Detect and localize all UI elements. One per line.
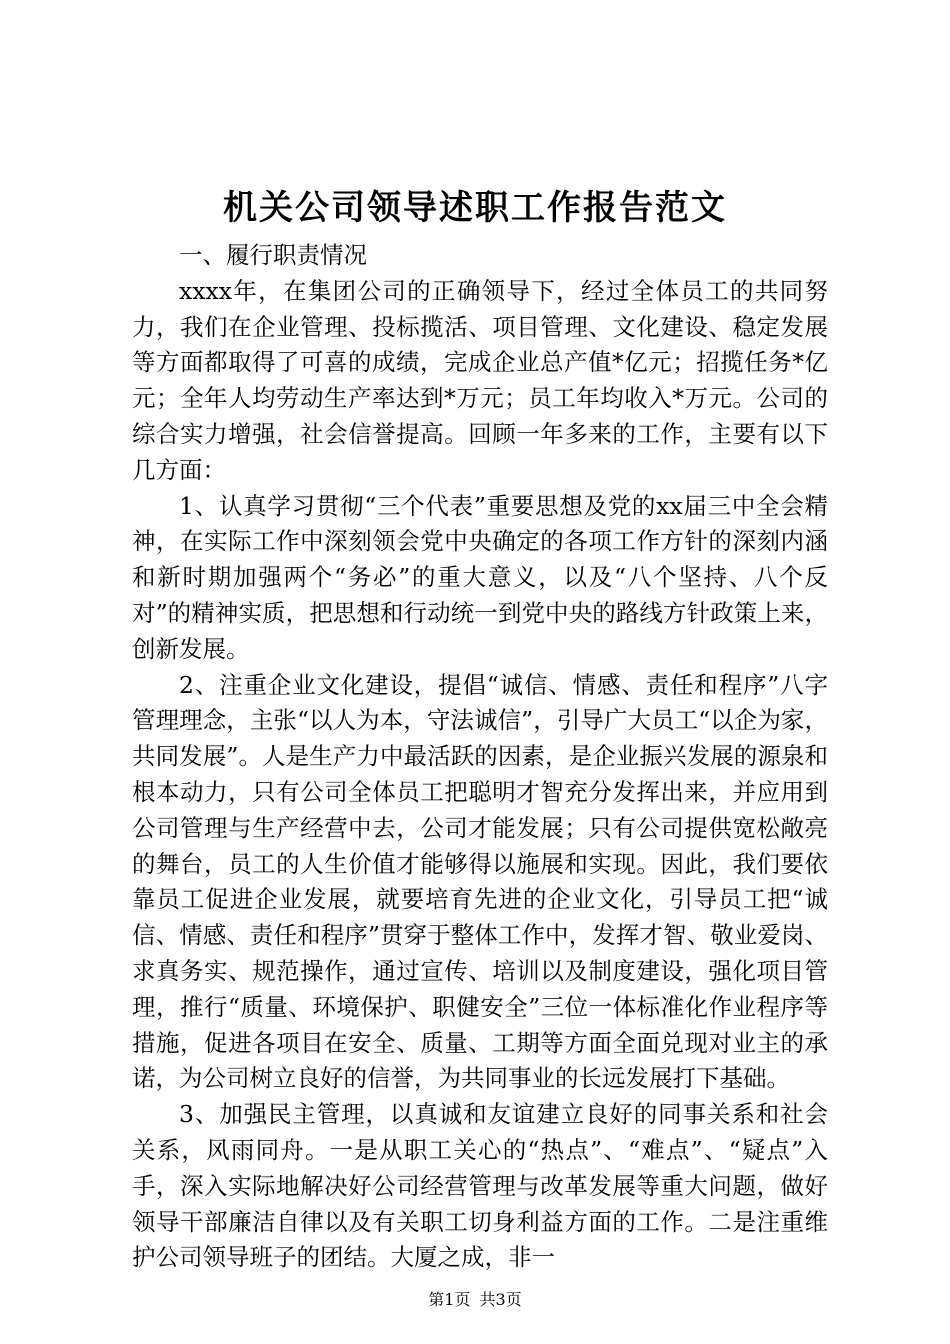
body-paragraph: 3、加强民主管理，以真诚和友谊建立良好的同事关系和社会关系，风雨同舟。一是从职工关心的“热点”、“难点”、“疑点”入手，深入实际地解决好公司经营管理与改革发展等重大问题，做好领导干部廉洁自律以及有关职工切身利益方面的工作。二是注重维护公司领导班子的团结。大厦之成，非一 [132, 1100, 828, 1272]
section-heading: 一、履行职责情况 [179, 241, 367, 269]
page-number: 第1页 [428, 1290, 471, 1309]
document-title: 机关公司领导述职工作报告范文 [223, 188, 727, 228]
body-paragraph: xxxx年，在集团公司的正确领导下，经过全体员工的共同努力，我们在企业管理、投标揽活、项目管理、文化建设、稳定发展等方面都取得了可喜的成绩，完成企业总产值*亿元；招揽任务*亿元；全年人均劳动生产率达到*万元；员工年均收入*万元。公司的综合实力增强，社会信誉提高。回顾一年多来的工作，主要有以下几方面： [132, 276, 828, 484]
body-paragraph: 1、认真学习贯彻“三个代表”重要思想及党的xx届三中全会精神，在实际工作中深刻领会党中央确定的各项工作方针的深刻内涵和新时期加强两个“务必”的重大意义，以及“八个坚持、八个反对”的精神实质，把思想和行动统一到党中央的路线方针政策上来，创新发展。 [132, 491, 828, 663]
document-body [132, 238, 828, 1276]
body-paragraph: 2、注重企业文化建设，提倡“诚信、情感、责任和程序”八字管理理念，主张“以人为本，守法诚信”，引导广大员工“以企为家，共同发展”。人是生产力中最活跃的因素，是企业振兴发展的源泉和根本动力，只有公司全体员工把聪明才智充分发挥出来，并应用到公司管理与生产经营中去，公司才能发展；只有公司提供宽松敞亮的舞台，员工的人生价值才能够得以施展和实现。因此，我们要依靠员工促进企业发展，就要培育先进的企业文化，引导员工把“诚信、情感、责任和程序”贯穿于整体工作中，发挥才智、敬业爱岗、求真务实、规范操作，通过宣传、培训以及制度建设，强化项目管理，推行“质量、环境保护、职健安全”三位一体标准化作业程序等措施，促进各项目在安全、质量、工期等方面全面兑现对业主的承诺，为公司树立良好的信誉，为共同事业的长远发展打下基础。 [132, 670, 828, 1093]
page-total: 共3页 [479, 1290, 522, 1309]
page-footer [0, 1290, 950, 1310]
